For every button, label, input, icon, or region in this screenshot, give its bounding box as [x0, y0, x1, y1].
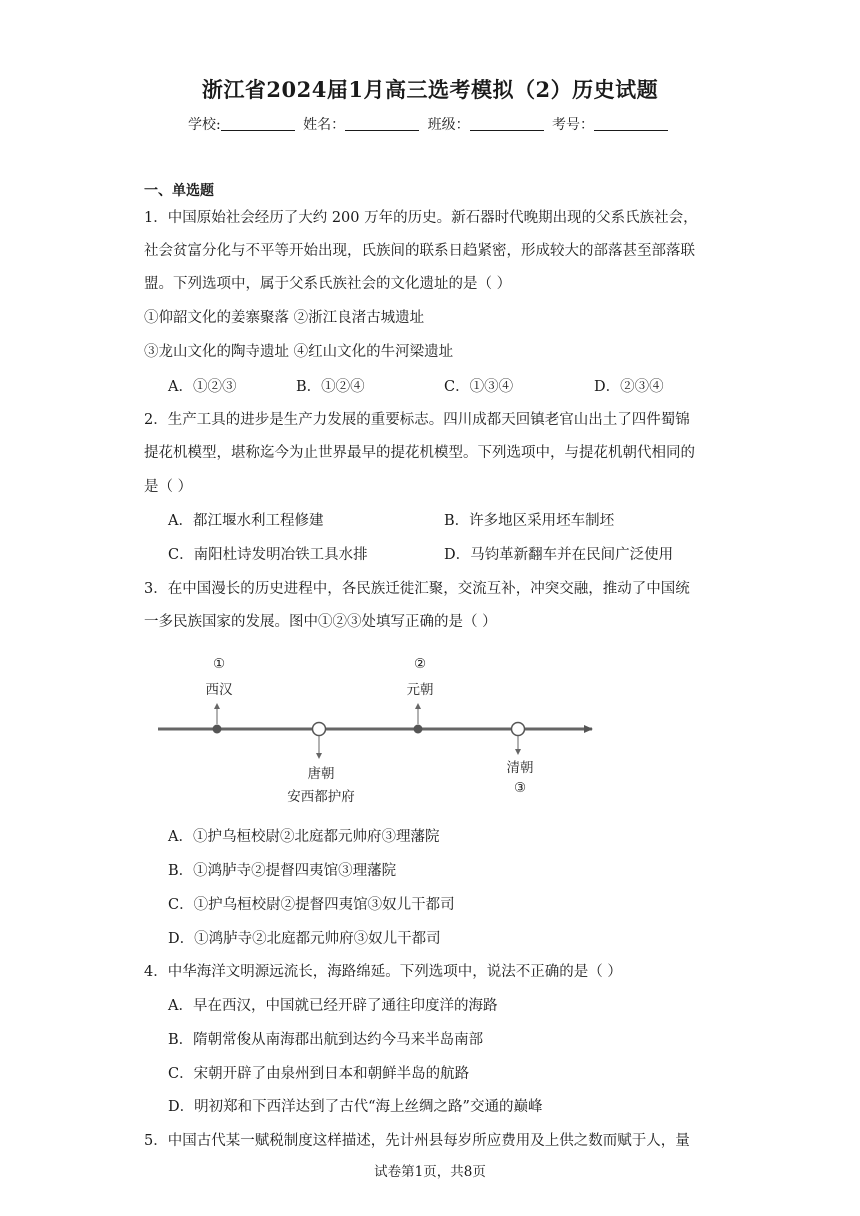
q1-stem-line-3: 盟。下列选项中，属于父系氏族社会的文化遗址的是（ ）: [144, 276, 512, 292]
tang-label: 唐朝: [307, 766, 335, 782]
q1-option-d[interactable]: D．②③④: [594, 379, 664, 395]
class-label: 班级：: [427, 117, 470, 133]
marker-3: ③: [513, 780, 527, 796]
q2-option-b[interactable]: B．许多地区采用坯车制坯: [444, 513, 615, 529]
q1-stem-line-1: 1．中国原始社会经历了大约 200 万年的历史。新石器时代晚期出现的父系氏族社会，: [144, 210, 698, 226]
q3-option-b[interactable]: B．①鸿胪寺②提督四夷馆③理藩院: [168, 863, 397, 879]
marker-1: ①: [212, 656, 226, 672]
q3-option-a[interactable]: A．①护乌桓校尉②北庭都元帅府③理藩院: [168, 829, 440, 845]
q1-stem-line-2: 社会贫富分化与不平等开始出现，氏族间的联系日趋紧密，形成较大的部落甚至部落联: [144, 243, 695, 259]
q4-option-c[interactable]: C．宋朝开辟了由泉州到日本和朝鲜半岛的航路: [168, 1066, 470, 1082]
section-heading: 一、单选题: [144, 183, 214, 199]
q3-option-d[interactable]: D．①鸿胪寺②北庭都元帅府③奴儿干都司: [168, 931, 441, 947]
exam-no-label: 考号：: [552, 117, 595, 133]
q1-statement-1: ①仰韶文化的姜寨聚落 ②浙江良渚古城遗址: [144, 310, 425, 326]
qing-point: [512, 723, 525, 736]
school-label: 学校:: [187, 117, 221, 133]
page-title: 浙江省2024届1月高三选考模拟（2）历史试题: [201, 77, 659, 102]
q2-stem-line-3: 是（ ）: [144, 479, 193, 495]
q4-option-d[interactable]: D．明初郑和下西洋达到了古代“海上丝绸之路”交通的巅峰: [168, 1099, 543, 1115]
page-footer: 试卷第1页，共8页: [374, 1164, 486, 1180]
q1-option-a[interactable]: A．①②③: [168, 379, 237, 395]
q4-option-b[interactable]: B．隋朝常俊从南海郡出航到达约今马来半岛南部: [168, 1032, 484, 1048]
q2-option-c[interactable]: C．南阳杜诗发明冶铁工具水排: [168, 547, 368, 563]
q3-stem-line-2: 一多民族国家的发展。图中①②③处填写正确的是（ ）: [144, 614, 497, 630]
qing-label: 清朝: [506, 760, 534, 776]
tang-point: [313, 723, 326, 736]
q4-stem-line-1: 4．中华海洋文明源远流长，海路绵延。下列选项中，说法不正确的是（ ）: [144, 964, 622, 980]
q1-option-b[interactable]: B．①②④: [296, 379, 365, 395]
q3-stem-line-1: 3．在中国漫长的历史进程中，各民族迁徙汇聚，交流互补，冲突交融，推动了中国统: [144, 581, 690, 597]
yuan-point: [414, 725, 423, 734]
q5-stem-line-1: 5．中国古代某一赋税制度这样描述，先计州县每岁所应费用及上供之数而赋于人，量: [144, 1133, 690, 1149]
q2-stem-line-2: 提花机模型，堪称迄今为止世界最早的提花机模型。下列选项中，与提花机朝代相同的: [144, 445, 695, 461]
q4-option-a[interactable]: A．早在西汉，中国就已经开辟了通往印度洋的海路: [168, 998, 498, 1014]
q1-option-c[interactable]: C．①③④: [444, 379, 514, 395]
anxi-label: 安西都护府: [287, 789, 355, 805]
xihan-label: 西汉: [205, 682, 233, 698]
name-label: 姓名：: [303, 117, 346, 133]
xihan-point: [213, 725, 222, 734]
q2-option-a[interactable]: A．都江堰水利工程修建: [168, 513, 324, 529]
q2-stem-line-1: 2．生产工具的进步是生产力发展的重要标志。四川成都天回镇老官山出土了四件蜀锦: [144, 412, 690, 428]
q1-statement-2: ③龙山文化的陶寺遗址 ④红山文化的牛河梁遗址: [144, 344, 454, 360]
q3-option-c[interactable]: C．①护乌桓校尉②提督四夷馆③奴儿干都司: [168, 897, 455, 913]
yuan-label: 元朝: [406, 682, 434, 698]
marker-2: ②: [413, 656, 427, 672]
q2-option-d[interactable]: D．马钧革新翻车并在民间广泛使用: [444, 547, 674, 563]
